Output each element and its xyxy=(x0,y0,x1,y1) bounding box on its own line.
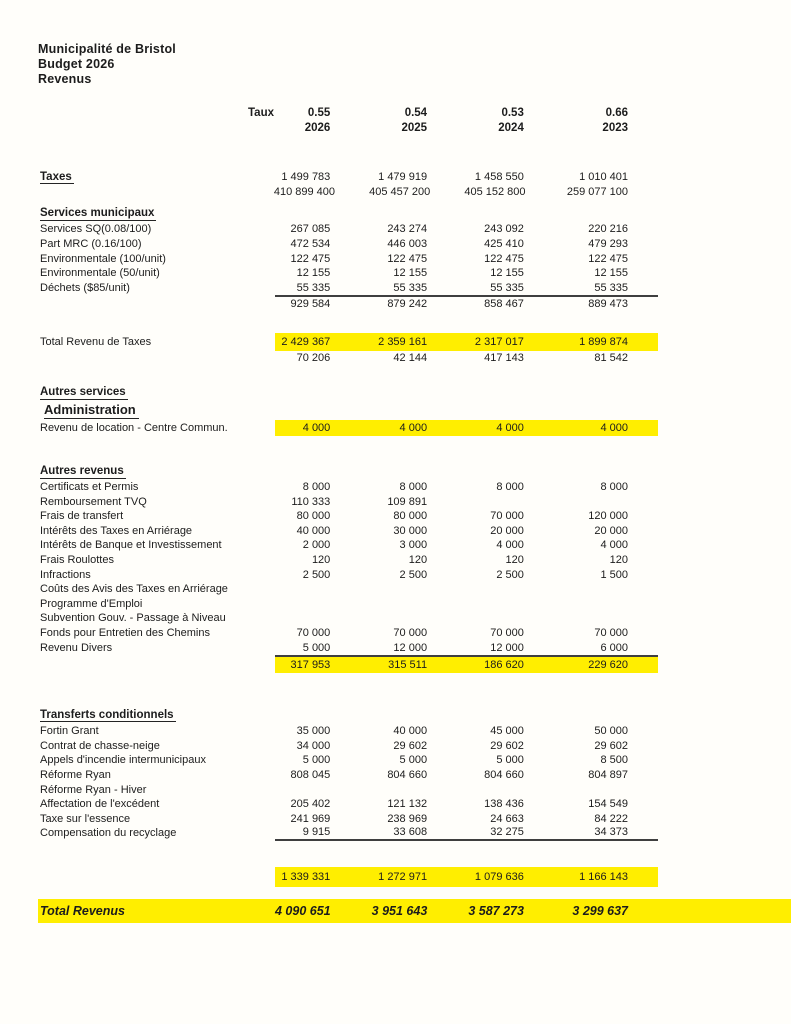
table-row xyxy=(38,597,791,612)
row-values xyxy=(275,170,658,185)
table-row xyxy=(38,464,791,480)
document-header xyxy=(38,42,791,87)
cell-value xyxy=(524,494,628,509)
table-row xyxy=(38,797,791,812)
row-label: Taxes xyxy=(40,170,72,183)
cell-value: 4 000 xyxy=(600,421,629,434)
row-label: Réforme Ryan - Hiver xyxy=(40,783,147,796)
cell-value: 4 000 xyxy=(496,539,524,552)
cell-value xyxy=(524,464,628,480)
cell-value: 50 000 xyxy=(594,725,629,738)
cell-value: 8 000 xyxy=(600,481,629,494)
cell-value: 267 085 xyxy=(290,223,331,236)
cell-value: 446 003 xyxy=(387,238,428,251)
row-label xyxy=(38,655,275,673)
year-2024: 2024 xyxy=(498,121,524,134)
cell-value: 84 222 xyxy=(594,812,629,825)
row-values xyxy=(275,768,658,783)
row-values xyxy=(275,567,658,582)
row-label: Contrat de chasse-neige xyxy=(40,739,160,752)
cell-value: 2 500 xyxy=(399,568,428,581)
row-label: Infractions xyxy=(40,568,91,581)
cell-value: 70 000 xyxy=(393,626,428,639)
row-label: Taxe sur l'essence xyxy=(40,812,131,825)
taux-label: Taux xyxy=(248,106,274,119)
spacer xyxy=(38,887,791,899)
cell-value: 243 092 xyxy=(484,223,524,236)
row-label: Affectation de l'excédent xyxy=(40,798,160,811)
cell-value: 55 335 xyxy=(296,281,331,294)
cell-value: 8 500 xyxy=(600,754,629,767)
cell-value xyxy=(275,464,330,480)
cell-value: 3 000 xyxy=(399,539,428,552)
spacer xyxy=(38,841,791,867)
cell-value xyxy=(275,206,330,222)
cell-value xyxy=(275,597,330,612)
cell-value: 8 000 xyxy=(302,481,331,494)
cell-value: 81 542 xyxy=(594,352,629,365)
row-label: Programme d'Emploi xyxy=(40,597,143,610)
cell-value: 122 475 xyxy=(387,252,428,265)
cell-value xyxy=(524,401,628,420)
cell-value: 5 000 xyxy=(302,641,331,654)
cell-value: 243 274 xyxy=(387,223,428,236)
row-values xyxy=(275,251,658,266)
row-values xyxy=(275,782,658,797)
cell-value: 1 079 636 xyxy=(474,870,524,883)
table-row xyxy=(38,707,791,724)
table-row xyxy=(38,626,791,641)
document-title: Municipalité de Bristol xyxy=(38,42,176,56)
row-values xyxy=(275,385,658,401)
table-row xyxy=(38,538,791,553)
cell-value: 259 077 100 xyxy=(566,185,628,198)
cell-value: 120 xyxy=(311,554,331,567)
cell-value: 1 339 331 xyxy=(281,870,331,883)
document-subtitle-revenus: Revenus xyxy=(38,72,92,86)
cell-value: 122 475 xyxy=(290,252,331,265)
row-values xyxy=(275,206,658,222)
cell-value xyxy=(427,494,524,509)
cell-value xyxy=(330,206,427,222)
cell-value: 34 000 xyxy=(296,739,331,752)
cell-value: 205 402 xyxy=(290,798,331,811)
cell-value: 808 045 xyxy=(290,768,331,781)
table-row xyxy=(38,185,791,200)
cell-value: 121 132 xyxy=(387,798,428,811)
row-values xyxy=(275,266,658,281)
row-values xyxy=(275,626,658,641)
cell-value: 154 549 xyxy=(588,798,629,811)
cell-value: 120 xyxy=(505,554,524,567)
row-values xyxy=(275,351,658,366)
cell-value: 4 000 xyxy=(496,421,524,434)
cell-value xyxy=(330,464,427,480)
row-values xyxy=(275,753,658,768)
cell-value: 12 155 xyxy=(490,267,524,280)
cell-value: 317 953 xyxy=(290,658,331,671)
row-values xyxy=(275,640,658,655)
cell-value: 109 891 xyxy=(387,495,428,508)
cell-value: 122 475 xyxy=(588,252,629,265)
row-label: Compensation du recyclage xyxy=(40,827,177,840)
row-values xyxy=(275,420,658,436)
cell-value: 70 000 xyxy=(490,626,524,639)
cell-value: 55 335 xyxy=(594,281,629,294)
cell-value xyxy=(427,597,524,612)
table-row xyxy=(38,753,791,768)
table-row xyxy=(38,401,791,420)
cell-value xyxy=(275,401,330,420)
table-row xyxy=(38,738,791,753)
table-row xyxy=(38,251,791,266)
row-values xyxy=(275,655,658,673)
row-label: Coûts des Avis des Taxes en Arriérage xyxy=(40,583,228,596)
cell-value: 29 602 xyxy=(490,739,524,752)
cell-value xyxy=(427,206,524,222)
cell-value xyxy=(427,401,524,420)
row-values xyxy=(275,295,658,311)
table-row xyxy=(38,524,791,539)
cell-value xyxy=(275,707,330,724)
cell-value: 80 000 xyxy=(393,510,428,523)
row-label: Total Revenu de Taxes xyxy=(40,336,152,349)
cell-value: 70 000 xyxy=(490,510,524,523)
cell-value: 3 951 643 xyxy=(371,903,428,918)
table-row xyxy=(38,509,791,524)
cell-value: 45 000 xyxy=(490,725,524,738)
cell-value: 238 969 xyxy=(387,812,428,825)
row-values xyxy=(275,494,658,509)
cell-value xyxy=(330,597,427,612)
spacer xyxy=(38,199,791,206)
row-label: Frais Roulottes xyxy=(40,554,114,567)
cell-value: 122 475 xyxy=(484,252,524,265)
cell-value xyxy=(524,611,628,626)
cell-value: 2 317 017 xyxy=(474,336,524,349)
cell-value: 35 000 xyxy=(296,725,331,738)
row-values xyxy=(275,738,658,753)
table-row xyxy=(38,222,791,237)
row-label: Fonds pour Entretien des Chemins xyxy=(40,626,210,639)
cell-value: 5 000 xyxy=(399,754,428,767)
cell-value: 410 899 400 xyxy=(273,185,335,198)
row-label: Déchets ($85/unit) xyxy=(40,281,130,294)
row-values xyxy=(275,185,658,200)
cell-value: 4 000 xyxy=(600,539,629,552)
row-label: Certificats et Permis xyxy=(40,481,139,494)
row-label: Subvention Gouv. - Passage à Niveau xyxy=(40,612,226,625)
column-header-years xyxy=(38,120,791,135)
row-values xyxy=(275,797,658,812)
row-total-revenu-de-taxes xyxy=(38,333,791,351)
budget-table xyxy=(38,170,791,923)
cell-value xyxy=(427,385,524,401)
document-subtitle-budget: Budget 2026 xyxy=(38,57,115,71)
cell-value: 29 602 xyxy=(594,739,629,752)
cell-value: 241 969 xyxy=(290,812,331,825)
cell-value xyxy=(427,464,524,480)
table-row xyxy=(38,611,791,626)
cell-value: 315 511 xyxy=(388,658,428,671)
row-label: Services SQ(0.08/100) xyxy=(40,223,152,236)
cell-value: 804 897 xyxy=(588,768,629,781)
cell-value: 30 000 xyxy=(393,524,428,537)
table-row xyxy=(38,480,791,495)
cell-value: 33 608 xyxy=(393,826,428,839)
cell-value: 417 143 xyxy=(484,352,524,365)
cell-value xyxy=(330,707,427,724)
cell-value: 55 335 xyxy=(490,281,524,294)
cell-value xyxy=(275,385,330,401)
cell-value: 12 000 xyxy=(393,641,428,654)
cell-value: 889 473 xyxy=(588,298,629,311)
table-row xyxy=(38,206,791,222)
cell-value: 804 660 xyxy=(484,768,524,781)
table-row xyxy=(38,494,791,509)
cell-value: 1 500 xyxy=(600,568,629,581)
cell-value: 40 000 xyxy=(296,524,331,537)
row-label xyxy=(38,185,275,200)
cell-value xyxy=(330,611,427,626)
cell-value: 5 000 xyxy=(302,754,331,767)
row-values xyxy=(275,611,658,626)
row-values xyxy=(275,281,658,296)
rate-2024: 0.53 xyxy=(501,106,524,119)
row-label: Services municipaux xyxy=(40,207,155,220)
cell-value: 29 602 xyxy=(393,739,428,752)
table-row xyxy=(38,640,791,655)
cell-value: 405 457 200 xyxy=(369,185,431,198)
table-row xyxy=(38,768,791,783)
cell-value: 472 534 xyxy=(290,238,331,251)
cell-value: 1 899 874 xyxy=(579,336,629,349)
cell-value: 2 429 367 xyxy=(281,336,331,349)
cell-value xyxy=(524,582,628,597)
row-label: Environmentale (50/unit) xyxy=(40,267,160,280)
cell-value: 120 xyxy=(609,554,629,567)
rate-2026: 0.55 xyxy=(307,106,331,119)
cell-value: 220 216 xyxy=(588,223,629,236)
year-2025: 2025 xyxy=(401,121,428,134)
cell-value: 32 275 xyxy=(490,826,524,839)
cell-value xyxy=(330,385,427,401)
cell-value: 80 000 xyxy=(296,510,331,523)
row-values xyxy=(275,524,658,539)
years-values xyxy=(275,120,658,135)
cell-value: 3 299 637 xyxy=(572,903,628,918)
row-values xyxy=(275,553,658,568)
cell-value: 879 242 xyxy=(387,298,428,311)
cell-value: 12 155 xyxy=(594,267,629,280)
spacer xyxy=(38,311,791,333)
cell-value: 2 000 xyxy=(302,539,331,552)
cell-value: 804 660 xyxy=(387,768,428,781)
cell-value: 24 663 xyxy=(490,812,524,825)
row-subtotal-transferts xyxy=(38,867,791,887)
cell-value: 9 915 xyxy=(302,826,331,839)
cell-value: 42 144 xyxy=(393,352,428,365)
table-row xyxy=(38,237,791,252)
row-values xyxy=(275,509,658,524)
rate-2025: 0.54 xyxy=(404,106,428,119)
table-row xyxy=(38,782,791,797)
table-row xyxy=(38,826,791,841)
year-2026: 2026 xyxy=(304,121,331,134)
cell-value xyxy=(427,582,524,597)
cell-value: 858 467 xyxy=(484,298,524,311)
row-label: Part MRC (0.16/100) xyxy=(40,238,142,251)
cell-value: 3 587 273 xyxy=(468,903,524,918)
row-label: Appels d'incendie intermunicipaux xyxy=(40,754,206,767)
cell-value: 4 000 xyxy=(302,421,331,434)
table-row xyxy=(38,420,791,436)
cell-value: 2 359 161 xyxy=(378,336,428,349)
row-values xyxy=(275,237,658,252)
rates-values xyxy=(275,105,658,120)
cell-value: 70 000 xyxy=(296,626,331,639)
row-values xyxy=(275,899,658,923)
cell-value xyxy=(275,611,330,626)
cell-value xyxy=(524,597,628,612)
cell-value: 8 000 xyxy=(496,481,524,494)
row-label: Réforme Ryan xyxy=(40,768,111,781)
cell-value: 1 010 401 xyxy=(579,171,629,184)
cell-value: 1 499 783 xyxy=(281,171,331,184)
column-header-rates xyxy=(38,105,791,120)
spacer xyxy=(38,673,791,707)
cell-value: 120 000 xyxy=(588,510,629,523)
row-taxes xyxy=(38,170,791,185)
cell-value: 20 000 xyxy=(490,524,524,537)
cell-value: 2 500 xyxy=(496,568,524,581)
row-values xyxy=(275,333,658,351)
cell-value: 138 436 xyxy=(484,798,524,811)
row-subtotal-autres-revenus xyxy=(38,655,791,673)
cell-value xyxy=(427,707,524,724)
cell-value xyxy=(275,582,330,597)
row-label: Remboursement TVQ xyxy=(40,495,147,508)
row-label: Fortin Grant xyxy=(40,725,99,738)
cell-value: 229 620 xyxy=(588,658,629,671)
spacer xyxy=(38,436,791,464)
cell-value xyxy=(275,782,330,797)
row-values xyxy=(275,401,658,420)
row-values xyxy=(275,597,658,612)
row-values xyxy=(275,707,658,724)
cell-value: 1 479 919 xyxy=(378,171,428,184)
cell-value: 405 152 800 xyxy=(464,185,526,198)
table-row xyxy=(38,266,791,281)
table-row xyxy=(38,811,791,826)
spacer xyxy=(38,366,791,385)
row-label: Environmentale (100/unit) xyxy=(40,252,166,265)
row-label xyxy=(38,867,275,887)
cell-value xyxy=(524,385,628,401)
cell-value: 1 166 143 xyxy=(579,870,629,883)
row-values xyxy=(275,724,658,739)
row-values xyxy=(275,582,658,597)
cell-value: 5 000 xyxy=(496,754,524,767)
row-values xyxy=(275,222,658,237)
row-label: Transferts conditionnels xyxy=(40,708,174,721)
cell-value: 34 373 xyxy=(594,826,629,839)
row-label: Revenu Divers xyxy=(40,641,113,654)
cell-value xyxy=(524,707,628,724)
row-values xyxy=(275,867,658,887)
row-values xyxy=(275,538,658,553)
cell-value: 110 333 xyxy=(291,495,331,508)
table-row xyxy=(38,281,791,296)
row-label: Revenu de location - Centre Commun. xyxy=(40,421,228,434)
row-values xyxy=(275,464,658,480)
cell-value: 120 xyxy=(408,554,428,567)
cell-value: 20 000 xyxy=(594,524,629,537)
cell-value: 1 272 971 xyxy=(378,870,428,883)
cell-value: 4 090 651 xyxy=(275,903,331,918)
row-label: Frais de transfert xyxy=(40,510,124,523)
rate-2023: 0.66 xyxy=(605,106,629,119)
cell-value xyxy=(427,782,524,797)
cell-value: 6 000 xyxy=(600,641,629,654)
row-label: Total Revenus xyxy=(40,903,125,918)
cell-value: 70 206 xyxy=(296,352,331,365)
row-label xyxy=(38,295,275,311)
cell-value: 425 410 xyxy=(484,238,524,251)
row-values xyxy=(275,811,658,826)
cell-value: 929 584 xyxy=(290,298,331,311)
row-values xyxy=(275,826,658,841)
table-row xyxy=(38,351,791,366)
cell-value xyxy=(427,611,524,626)
cell-value: 8 000 xyxy=(399,481,428,494)
table-row xyxy=(38,567,791,582)
row-label: Administration xyxy=(38,401,275,420)
row-label: Intérêts de Banque et Investissement xyxy=(40,539,222,552)
row-total-revenus xyxy=(38,899,791,923)
cell-value: 12 000 xyxy=(490,641,524,654)
table-row xyxy=(38,724,791,739)
row-label: Autres revenus xyxy=(40,465,124,477)
row-label: Intérêts des Taxes en Arriérage xyxy=(40,524,193,537)
year-2023: 2023 xyxy=(602,121,629,134)
row-subtotal-services xyxy=(38,295,791,311)
table-row xyxy=(38,582,791,597)
cell-value: 4 000 xyxy=(399,421,428,434)
cell-value xyxy=(330,401,427,420)
row-label: Autres services xyxy=(40,386,126,398)
cell-value: 40 000 xyxy=(393,725,428,738)
cell-value xyxy=(330,782,427,797)
cell-value: 55 335 xyxy=(393,281,428,294)
table-row xyxy=(38,553,791,568)
cell-value: 186 620 xyxy=(484,658,524,671)
cell-value: 2 500 xyxy=(302,568,331,581)
cell-value xyxy=(330,582,427,597)
cell-value: 1 458 550 xyxy=(474,171,524,184)
row-values xyxy=(275,480,658,495)
cell-value xyxy=(524,206,628,222)
cell-value: 12 155 xyxy=(296,267,331,280)
row-label xyxy=(38,351,275,366)
cell-value xyxy=(524,782,628,797)
cell-value: 12 155 xyxy=(393,267,428,280)
cell-value: 479 293 xyxy=(588,238,629,251)
cell-value: 70 000 xyxy=(594,626,629,639)
table-row xyxy=(38,385,791,401)
